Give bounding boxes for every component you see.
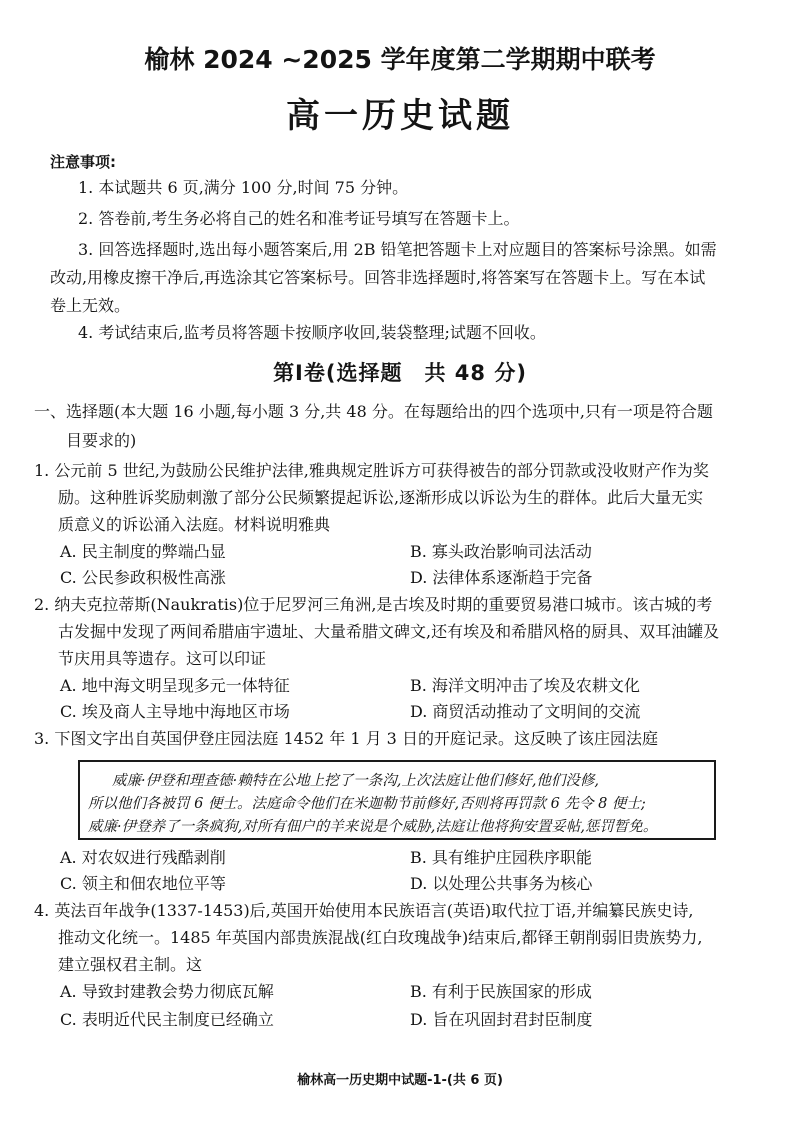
notice-line: 改动,用橡皮擦干净后,再选涂其它答案标号。回答非选择题时,将答案写在答题卡上。写在本试 — [50, 268, 706, 287]
question-2-option-c[interactable]: C. 埃及商人主导地中海地区市场 — [60, 702, 290, 721]
question-2-stem: 古发掘中发现了两间希腊庙宇遗址、大量希腊文碑文,还有埃及和希腊风格的厨具、双耳油罐及 — [58, 622, 720, 641]
notice-line: 2. 答卷前,考生务必将自己的姓名和准考证号填写在答题卡上。 — [78, 209, 520, 228]
question-2-option-a[interactable]: A. 地中海文明呈现多元一体特征 — [60, 676, 290, 695]
question-1-stem: 1. 公元前 5 世纪,为鼓励公民维护法律,雅典规定胜诉方可获得被告的部分罚款或没收财产作为奖 — [34, 461, 709, 480]
notice-heading: 注意事项: — [50, 153, 116, 171]
question-3-option-b[interactable]: B. 具有维护庄园秩序职能 — [410, 848, 592, 867]
court-record-line: 威廉·伊登和理查德·赖特在公地上挖了一条沟,上次法庭让他们修好,他们没修, — [112, 773, 600, 789]
notice-line: 3. 回答选择题时,选出每小题答案后,用 2B 铅笔把答题卡上对应题目的答案标号涂黑。如需 — [78, 240, 717, 259]
question-3-option-a[interactable]: A. 对农奴进行残酷剥削 — [60, 848, 226, 867]
question-3-stem: 3. 下图文字出自英国伊登庄园法庭 1452 年 1 月 3 日的开庭记录。这反映了该庄园法庭 — [34, 729, 658, 748]
question-2-option-b[interactable]: B. 海洋文明冲击了埃及农耕文化 — [410, 676, 640, 695]
question-3-option-c[interactable]: C. 领主和佃农地位平等 — [60, 874, 226, 893]
question-4-option-c[interactable]: C. 表明近代民主制度已经确立 — [60, 1010, 274, 1029]
question-4-option-d[interactable]: D. 旨在巩固封君封臣制度 — [410, 1010, 593, 1029]
page-footer: 榆林高一历史期中试题-1-(共 6 页) — [297, 1073, 503, 1088]
question-3-option-d[interactable]: D. 以处理公共事务为核心 — [410, 874, 593, 893]
question-4-option-b[interactable]: B. 有利于民族国家的形成 — [410, 982, 592, 1001]
court-record-line: 威廉·伊登养了一条疯狗,对所有佃户的羊来说是个威胁,法庭让他将狗安置妥帖,惩罚暂免。 — [88, 819, 658, 835]
notice-line: 卷上无效。 — [50, 296, 131, 315]
notice-line: 1. 本试题共 6 页,满分 100 分,时间 75 分钟。 — [78, 178, 409, 197]
question-2-stem: 节庆用具等遗存。这可以印证 — [58, 649, 267, 668]
court-record-box — [78, 760, 716, 840]
question-4-stem: 推动文化统一。1485 年英国内部贵族混战(红白玫瑰战争)结束后,都铎王朝削弱旧贵族势力, — [58, 928, 703, 947]
question-1-option-c[interactable]: C. 公民参政积极性高涨 — [60, 568, 226, 587]
section-intro: 目要求的) — [66, 431, 137, 450]
question-1-option-b[interactable]: B. 寡头政治影响司法活动 — [410, 542, 592, 561]
exam-subtitle: 高一历史试题 — [286, 96, 514, 136]
question-4-stem: 建立强权君主制。这 — [58, 955, 203, 974]
section-intro: 一、选择题(本大题 16 小题,每小题 3 分,共 48 分。在每题给出的四个选项中,只有一项是符合题 — [34, 402, 713, 421]
question-1-stem: 励。这种胜诉奖励刺激了部分公民频繁提起诉讼,逐渐形成以诉讼为生的群体。此后大量无实 — [58, 488, 704, 507]
section-title: 第Ⅰ卷(选择题 共 48 分) — [273, 361, 527, 385]
question-1-option-d[interactable]: D. 法律体系逐渐趋于完备 — [410, 568, 593, 587]
question-1-stem: 质意义的诉讼涌入法庭。材料说明雅典 — [58, 515, 331, 534]
question-4-stem: 4. 英法百年战争(1337-1453)后,英国开始使用本民族语言(英语)取代拉丁语,并编纂民族史诗, — [34, 901, 694, 920]
court-record-line: 所以他们各被罚 6 便士。法庭命令他们在米迦勒节前修好,否则将再罚款 6 先令 8 便士; — [88, 796, 646, 812]
exam-title: 榆林 2024 ~2025 学年度第二学期期中联考 — [144, 45, 656, 74]
question-2-stem: 2. 纳夫克拉蒂斯(Naukratis)位于尼罗河三角洲,是古埃及时期的重要贸易港口城市。该古城的考 — [34, 595, 713, 614]
question-4-option-a[interactable]: A. 导致封建教会势力彻底瓦解 — [60, 982, 274, 1001]
notice-line: 4. 考试结束后,监考员将答题卡按顺序收回,装袋整理;试题不回收。 — [78, 323, 546, 342]
question-1-option-a[interactable]: A. 民主制度的弊端凸显 — [60, 542, 226, 561]
question-2-option-d[interactable]: D. 商贸活动推动了文明间的交流 — [410, 702, 641, 721]
